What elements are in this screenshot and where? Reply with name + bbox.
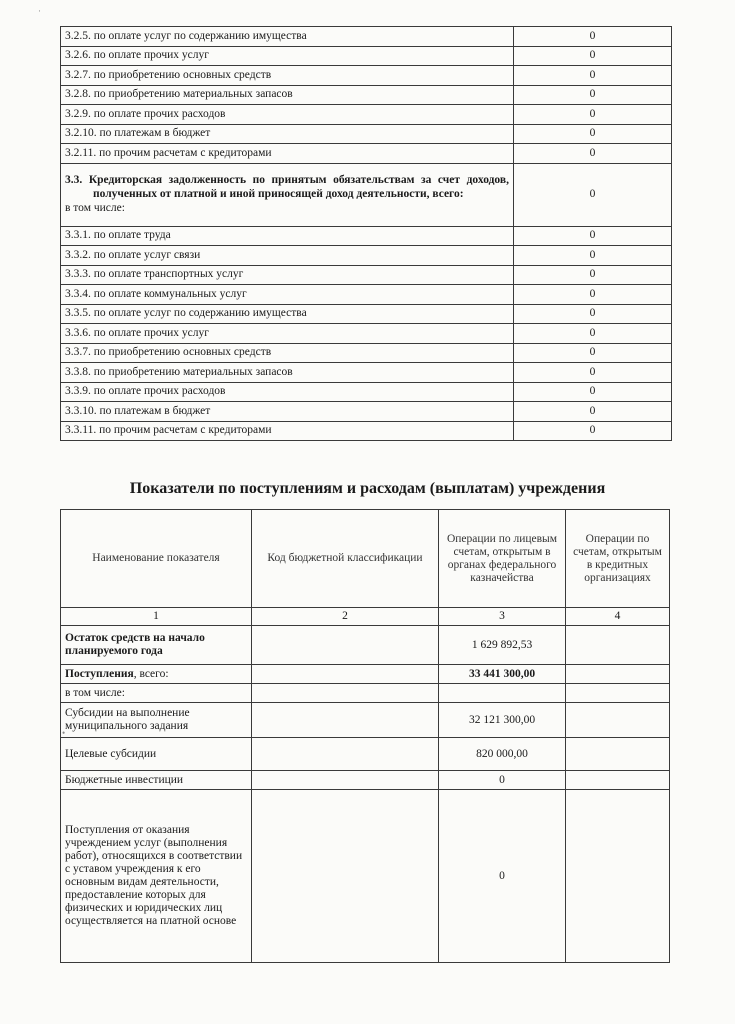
table-row [61,226,672,246]
scan-speck: • [62,728,66,738]
row-label: 3.3.11. по прочим расчетам с кредиторами [61,421,514,441]
row-value: 0 [514,363,672,383]
row-label: 3.3.1. по оплате труда [61,226,514,246]
indicator-name: Бюджетные инвестиции [61,771,252,790]
bank-amount [566,665,670,684]
row-label: 3.2.9. по оплате прочих расходов [61,105,514,125]
indicator-name: в том числе: [61,684,252,703]
table-row [61,363,672,383]
indicator-name: Остаток средств на начало планируемого года [61,626,252,665]
table-row [61,85,672,105]
table-row [61,144,672,164]
table-row [61,343,672,363]
row-value: 0 [514,226,672,246]
row-value: 0 [514,265,672,285]
row-value: 0 [514,421,672,441]
budget-code [252,665,439,684]
page-heading: Показатели по поступлениям и расходам (выплатам) учреждения [129,480,606,497]
header-treasury-accounts: Операции по лицевым счетам, открытым в органах федерального казначейства [439,510,566,608]
bank-amount [566,790,670,963]
treasury-amount: 0 [439,771,566,790]
row-value: 0 [514,85,672,105]
row-value: 0 [514,105,672,125]
table-row [61,124,672,144]
row-value: 0 [514,46,672,66]
row-label: 3.3.10. по платежам в бюджет [61,402,514,422]
section-3-3-subtitle: в том числе: [65,202,125,214]
header-indicator-name: Наименование показателя [61,510,252,608]
table-row [61,703,670,738]
indicator-name: Поступления от оказания учреждением услуг (выполнения работ), относящихся в соответствии с уставом учреждения к его основным видам деятельности, предоставление которых для физических и юридических лиц осуществляется на платной основе [61,790,252,963]
table-row [61,105,672,125]
section-3-3-row [61,163,672,226]
row-label: 3.2.7. по приобретению основных средств [61,66,514,86]
table-row [61,421,672,441]
column-numbers-row [61,608,670,626]
table-row [61,246,672,266]
table-row [61,382,672,402]
row-label: 3.3.9. по оплате прочих расходов [61,382,514,402]
budget-code [252,771,439,790]
table-row [61,402,672,422]
row-value: 0 [514,382,672,402]
table-row [61,66,672,86]
table-row [61,304,672,324]
table-header-row [61,510,670,608]
section-3-3-label [61,163,514,226]
header-bank-accounts: Операции по счетам, открытым в кредитных организациях [566,510,670,608]
row-label: 3.2.5. по оплате услуг по содержанию имущества [61,27,514,47]
row-value: 0 [514,285,672,305]
table-row [61,790,670,963]
treasury-amount: 820 000,00 [439,738,566,771]
header-budget-code: Код бюджетной классификации [252,510,439,608]
table-row [61,738,670,771]
row-label: 3.3.8. по приобретению материальных запасов [61,363,514,383]
row-value: 0 [514,124,672,144]
bank-amount [566,771,670,790]
row-label: 3.3.3. по оплате транспортных услуг [61,265,514,285]
treasury-amount: 32 121 300,00 [439,703,566,738]
budget-code [252,790,439,963]
table-row [61,46,672,66]
row-value: 0 [514,343,672,363]
column-number: 2 [252,608,439,626]
row-value: 0 [514,66,672,86]
indicator-name [61,665,252,684]
income-expense-table [60,509,670,963]
section-3-3-value: 0 [514,163,672,226]
row-label: 3.3.7. по приобретению основных средств [61,343,514,363]
table-row [61,626,670,665]
section-3-3-title: 3.3. Кредиторская задолженность по принятым обязательствам за счет доходов, полученных от платной и иной приносящей доход деятельности, всего: [65,174,509,200]
budget-code [252,626,439,665]
creditor-debt-table [60,26,672,441]
indicator-name-rest: , всего: [133,667,169,680]
treasury-amount: 1 629 892,53 [439,626,566,665]
table-row [61,265,672,285]
table-row [61,771,670,790]
row-label: 3.2.8. по приобретению материальных запасов [61,85,514,105]
indicator-name-bold: Поступления [65,667,134,680]
row-value: 0 [514,144,672,164]
row-value: 0 [514,324,672,344]
row-value: 0 [514,402,672,422]
column-number: 1 [61,608,252,626]
indicator-name: Целевые субсидии [61,738,252,771]
treasury-amount: 0 [439,790,566,963]
row-label: 3.2.10. по платежам в бюджет [61,124,514,144]
treasury-amount [439,684,566,703]
table-row [61,285,672,305]
treasury-amount: 33 441 300,00 [439,665,566,684]
row-value: 0 [514,27,672,47]
scan-speck: · [38,6,41,16]
bank-amount [566,738,670,771]
budget-code [252,738,439,771]
column-number: 4 [566,608,670,626]
row-value: 0 [514,304,672,324]
row-label: 3.3.6. по оплате прочих услуг [61,324,514,344]
budget-code [252,703,439,738]
row-label: 3.3.5. по оплате услуг по содержанию имущества [61,304,514,324]
row-label: 3.3.4. по оплате коммунальных услуг [61,285,514,305]
row-value: 0 [514,246,672,266]
row-label: 3.2.11. по прочим расчетам с кредиторами [61,144,514,164]
indicator-name: Субсидии на выполнение муниципального задания [61,703,252,738]
budget-code [252,684,439,703]
table-row [61,324,672,344]
bank-amount [566,684,670,703]
column-number: 3 [439,608,566,626]
bank-amount [566,703,670,738]
row-label: 3.3.2. по оплате услуг связи [61,246,514,266]
bank-amount [566,626,670,665]
row-label: 3.2.6. по оплате прочих услуг [61,46,514,66]
table-row [61,27,672,47]
table-row [61,665,670,684]
table-row [61,684,670,703]
